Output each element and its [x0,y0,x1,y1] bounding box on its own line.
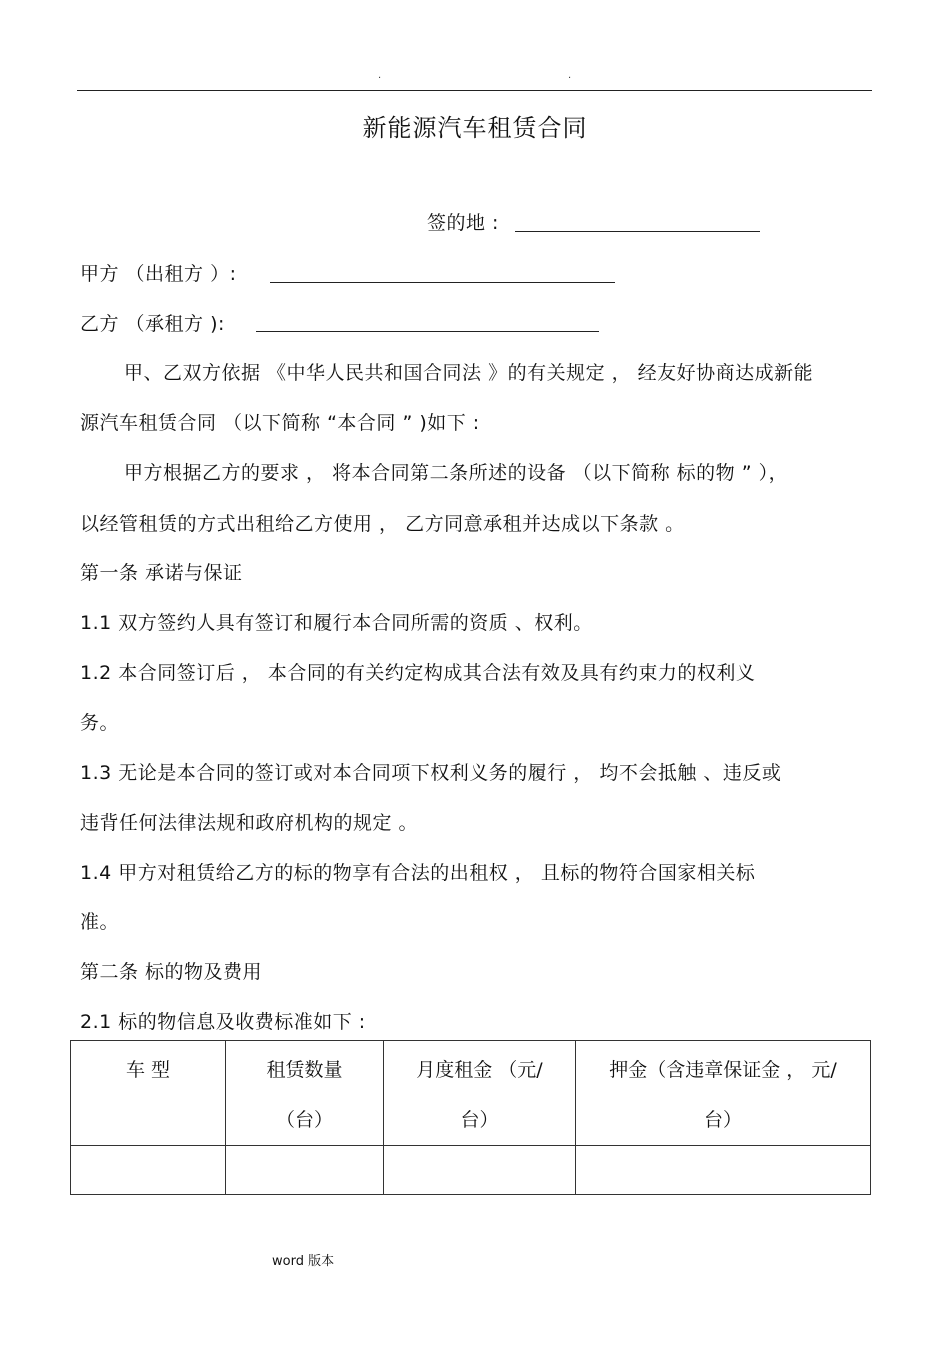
header-rule [77,90,872,91]
clause-2-1: 2.1 标的物信息及收费标准如下 : [80,1011,366,1033]
header-quantity-line2: （台） [275,1109,333,1131]
cell-vehicle-model [71,1146,226,1195]
party-a-label: 甲方 （出租方 ）: [80,263,237,285]
header-vehicle-model [71,1041,226,1146]
document-title: 新能源汽车租赁合同 [362,114,588,142]
header-deposit-line1: 押金（含违章保证金 ， 元/ [609,1059,837,1081]
party-b-blank [256,331,599,332]
clause-1-4-a: 1.4 甲方对租赁给乙方的标的物享有合法的出租权 ， 且标的物符合国家相关标 [80,862,756,884]
header-monthly-rent-line1: 月度租金 （元/ [416,1059,543,1081]
sign-place-label: 签的地 : [427,212,499,234]
header-vehicle-model-line1: 车 型 [125,1059,171,1081]
table-row [71,1146,871,1195]
party-a-blank [270,282,615,283]
clause-1-4-b: 准。 [80,911,120,933]
fee-table [70,1040,871,1195]
article2-heading: 第二条 标的物及费用 [80,961,263,983]
intro-line-1: 甲、乙双方依据 《中华人民共和国合同法 》的有关规定 ， 经友好协商达成新能 [124,362,814,384]
intro-line-2: 源汽车租赁合同 （以下简称 “本合同 ” )如下 : [80,412,480,434]
footer-version: word 版本 [272,1254,335,1269]
lease-line-1: 甲方根据乙方的要求 ， 将本合同第二条所述的设备 （以下简称 标的物 ” ）， [124,462,789,484]
lease-line-2: 以经管租赁的方式出租给乙方使用 ， 乙方同意承租并达成以下条款 。 [80,513,685,535]
article1-heading: 第一条 承诺与保证 [80,562,243,584]
header-quantity-line1: 租赁数量 [266,1059,343,1081]
clause-1-3-b: 违背任何法律法规和政府机构的规定 。 [80,812,419,834]
sign-place-blank [515,231,760,232]
header-deposit-line2: 台） [703,1109,742,1131]
header-monthly-rent-line2: 台） [460,1109,499,1131]
party-b-label: 乙方 （承租方 ): [80,313,225,335]
header-dot-left: . [378,70,382,81]
clause-1-2-b: 务。 [80,712,120,734]
clause-1-1: 1.1 双方签约人具有签订和履行本合同所需的资质 、权利。 [80,612,593,634]
clause-1-3-a: 1.3 无论是本合同的签订或对本合同项下权利义务的履行 ， 均不会抵触 、违反或 [80,762,782,784]
cell-quantity [226,1146,384,1195]
cell-monthly-rent [384,1146,576,1195]
header-deposit [576,1041,871,1146]
fee-table-header-row [71,1041,871,1146]
cell-deposit [576,1146,871,1195]
header-quantity [226,1041,384,1146]
header-monthly-rent [384,1041,576,1146]
header-dot-right: . [568,70,572,81]
clause-1-2-a: 1.2 本合同签订后 ， 本合同的有关约定构成其合法有效及具有约束力的权利义 [80,662,756,684]
